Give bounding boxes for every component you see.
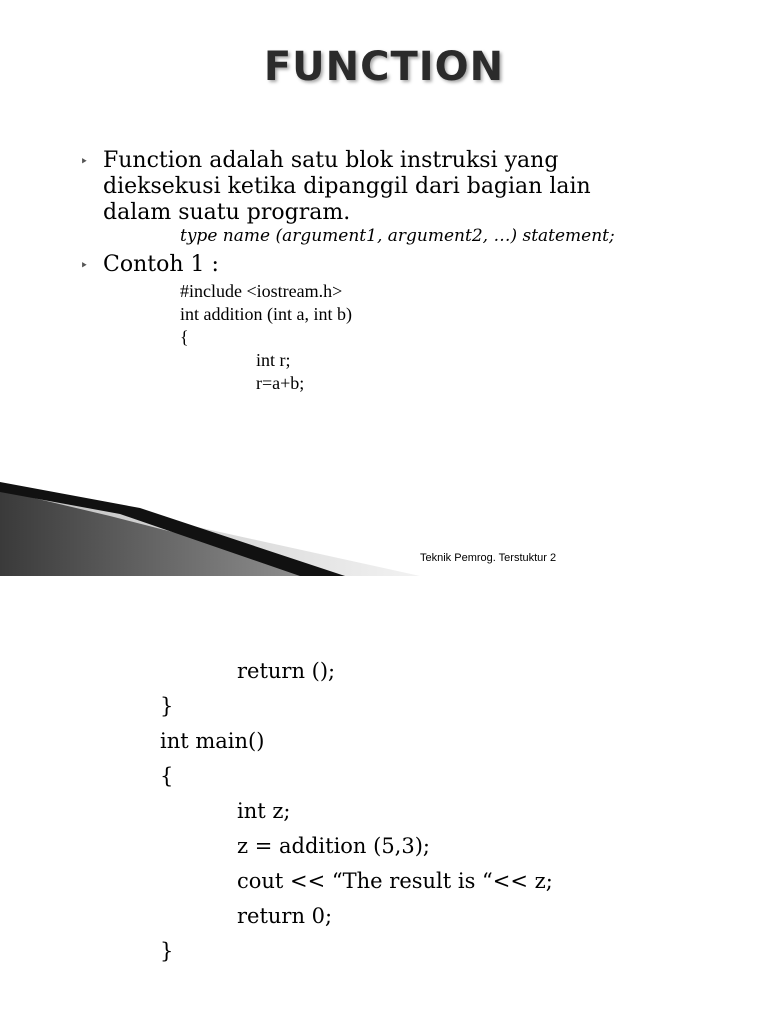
- code-line: int r;: [256, 350, 291, 370]
- code-line: r=a+b;: [256, 373, 305, 393]
- triangle-bullet-icon: ‣: [80, 154, 89, 170]
- code-line: int addition (int a, int b): [180, 304, 352, 324]
- code-block-1: [180, 280, 352, 395]
- code-block-2: [160, 654, 553, 969]
- syntax-line: type name (argument1, argument2, …) statement;: [180, 226, 615, 246]
- code-line: #include <iostream.h>: [180, 281, 343, 301]
- code-line: int z;: [237, 799, 291, 823]
- bullet-text: Function adalah satu blok instruksi yang dieksekusi ketika dipanggil dari bagian lain dalam suatu program.: [103, 148, 591, 225]
- bullet-text: Contoh 1 :: [103, 252, 219, 277]
- code-line: int main(): [160, 729, 265, 753]
- footer-text: Teknik Pemrog. Terstuktur 2: [420, 552, 557, 564]
- slide-2: [0, 576, 768, 1024]
- decorative-swoosh-band: [0, 470, 768, 576]
- code-line: cout << “The result is “<< z;: [237, 869, 553, 893]
- bullet-item-definition: [80, 148, 591, 226]
- code-line: return ();: [237, 659, 336, 683]
- slide-title: FUNCTION: [263, 44, 505, 90]
- code-line: }: [160, 939, 174, 963]
- code-line: }: [160, 694, 174, 718]
- bullet-item-example: [80, 252, 219, 278]
- code-line: {: [180, 327, 189, 347]
- triangle-bullet-icon: ‣: [80, 258, 89, 274]
- code-line: z = addition (5,3);: [237, 834, 430, 858]
- code-line: {: [160, 764, 174, 788]
- code-line: return 0;: [237, 904, 333, 928]
